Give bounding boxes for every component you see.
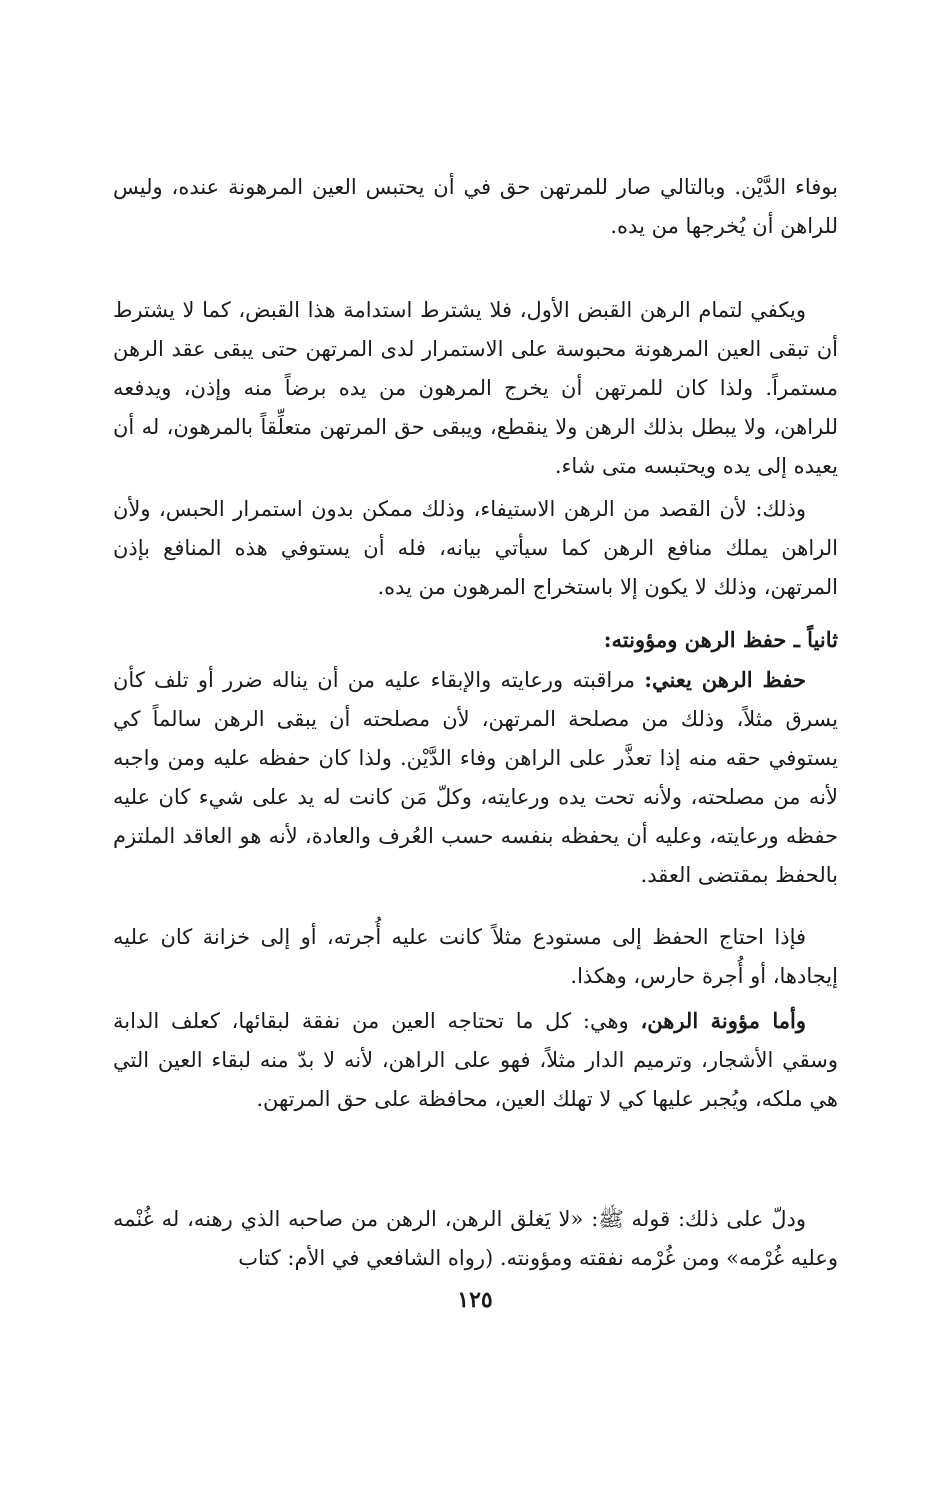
paragraph-5-text: فإذا احتاج الحفظ إلى مستودع مثلاً كانت عليه أُجرته، أو إلى خزانة كان عليه إيجادها، أو أُجرة حارس، وهكذا. xyxy=(113,925,838,988)
section-heading-text: ثانياً ـ حفظ الرهن ومؤونته: xyxy=(603,627,838,652)
paragraph-3-text: وذلك: لأن القصد من الرهن الاستيفاء، وذلك ممكن بدون استمرار الحبس، ولأن الراهن يملك منافع الرهن كما سيأتي بيانه، فله أن يستوفي هذه المنافع بإذن المرتهن، وذلك لا يكون إلا باستخراج المرهون من يده. xyxy=(113,497,838,599)
paragraph-5 xyxy=(113,918,838,996)
paragraph-6 xyxy=(113,1001,838,1119)
paragraph-1 xyxy=(113,168,838,246)
paragraph-4-body xyxy=(113,660,838,895)
page-number: ١٢٥ xyxy=(457,1287,493,1313)
paragraph-7 xyxy=(113,1200,838,1278)
paragraph-2-text: ويكفي لتمام الرهن القبض الأول، فلا يشترط استدامة هذا القبض، كما لا يشترط أن تبقى العين المرهونة محبوسة على الاستمرار لدى المرتهن حتى يبقى عقد الرهن مستمراً. ولذا كان للمرتهن أن يخرج المرهون من يده برضاً منه وإذن، ويدفعه للراهن، ولا يبطل بذلك الرهن ولا ينقطع، ويبقى حق المرتهن متعلِّقاً بالمرهون، له أن يعيده إلى يده ويحتبسه متى شاء. xyxy=(113,298,838,478)
paragraph-4-text: مراقبته ورعايته والإبقاء عليه من أن يناله ضرر أو تلف كأن يسرق مثلاً، وذلك من مصلحة المرتهن، لأن مصلحته أن يبقى الرهن سالماً كي يستوفي حقه منه إذا تعذَّر على الراهن وفاء الدَّيْن. ولذا كان حفظه عليه ومن واجبه لأنه من مصلحته، ولأنه تحت يده ورعايته، وكلّ مَن كانت له يد على شيء كان عليه حفظه ورعايته، وعليه أن يحفظه بنفسه حسب العُرف والعادة، لأنه هو العاقد الملتزم بالحفظ بمقتضى العقد. xyxy=(113,668,838,887)
paragraph-7-text: ودلّ على ذلك: قوله ﷺ: «لا يَغلق الرهن، الرهن من صاحبه الذي رهنه، له غُنْمه وعليه غُرْمه» ومن غُرْمه نفقته ومؤونته. (رواه الشافعي في الأم: كتاب xyxy=(113,1207,838,1270)
paragraph-3 xyxy=(113,490,838,607)
paragraph-2 xyxy=(113,291,838,486)
paragraph-4-lead: حفظ الرهن يعني: xyxy=(644,667,807,692)
paragraph-4 xyxy=(113,660,838,895)
paragraph-6-lead: وأما مؤونة الرهن، xyxy=(640,1008,806,1033)
paragraph-6-text: وهي: كل ما تحتاجه العين من نفقة لبقائها، كعلف الدابة وسقي الأشجار، وترميم الدار مثلاً، فهو على الراهن، لأنه لا بدّ منه لبقاء العين التي هي ملكه، ويُجبر عليها كي لا تهلك العين، محافظة على حق المرتهن. xyxy=(113,1009,838,1111)
section-heading xyxy=(113,620,838,659)
paragraph-1-text: بوفاء الدَّيْن. وبالتالي صار للمرتهن حق في أن يحتبس العين المرهونة عنده، وليس للراهن أن يُخرجها من يده. xyxy=(113,175,838,238)
paragraph-6-body xyxy=(113,1001,838,1119)
